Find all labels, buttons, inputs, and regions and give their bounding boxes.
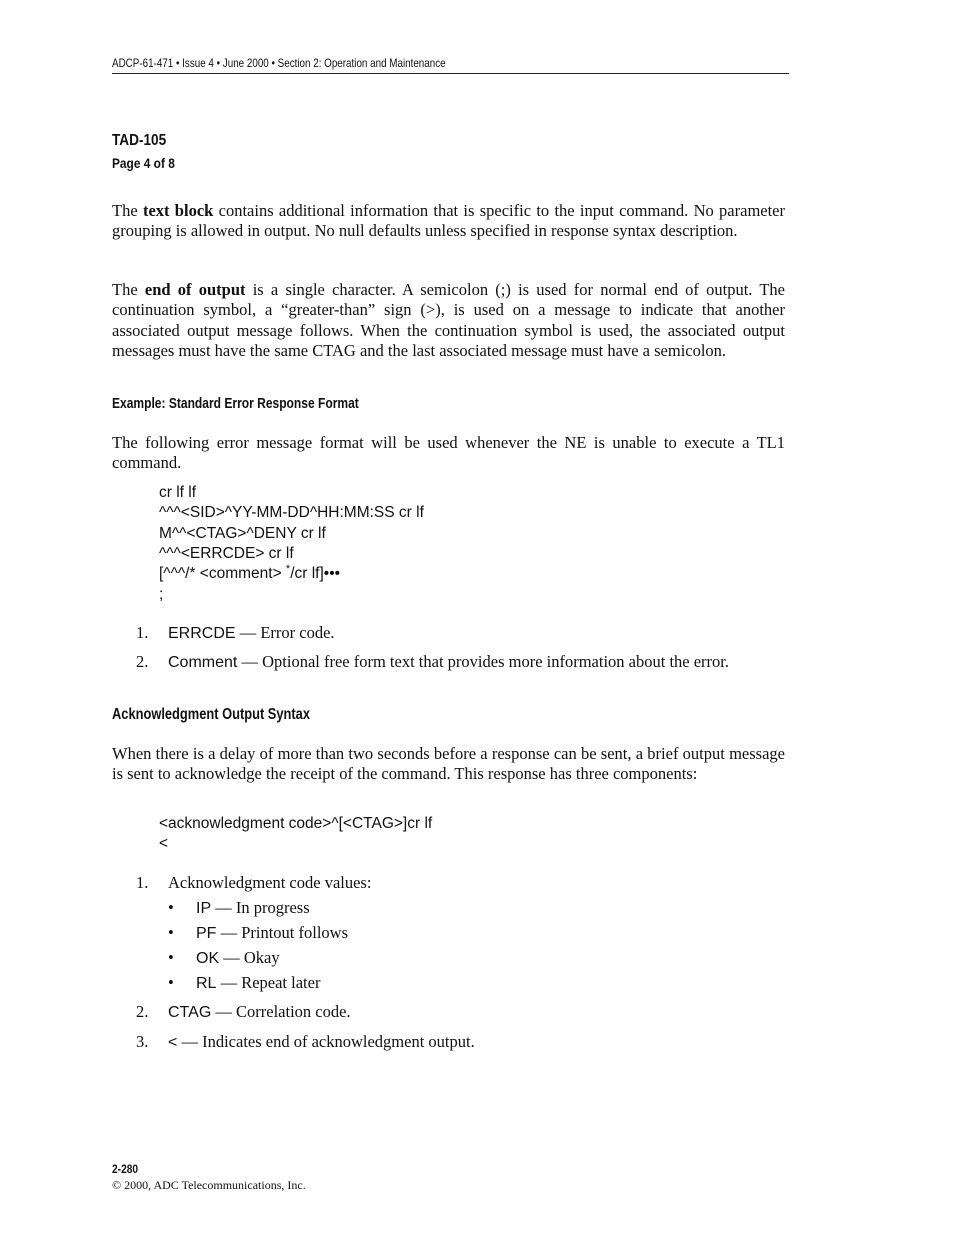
format-text: [^^^/* <comment>	[159, 565, 286, 583]
end-of-output-paragraph	[112, 280, 785, 362]
error-intro-paragraph: The following error message format will be used whenever the NE is unable to execute a TL1 command.	[112, 433, 785, 473]
item-number: 2.	[136, 652, 149, 671]
page-indicator: Page 4 of 8	[112, 155, 175, 171]
running-header: ADCP-61-471 • Issue 4 • June 2000 • Section 2: Operation and Maintenance	[112, 56, 446, 70]
bullet-mark: •	[168, 898, 174, 917]
ack-heading: Acknowledgment Output Syntax	[112, 706, 311, 723]
format-line: ^^^<ERRCDE> cr lf	[159, 544, 294, 562]
footer-page-number: 2-280	[112, 1162, 139, 1176]
code-term: PF	[196, 925, 217, 942]
code-description: — Repeat later	[216, 973, 321, 992]
item-number: 1.	[136, 873, 149, 892]
text-run: The	[112, 201, 143, 220]
code-term: RL	[196, 975, 217, 992]
code-term: IP	[196, 900, 212, 917]
format-line: cr lf lf	[159, 484, 197, 501]
item-description: — Correlation code.	[211, 1002, 351, 1021]
text-run: is a single character. A semicolon (;) is used for normal end of output. The continuation symbol, a “greater-than” sign (>), is used on a message to indicate that another associated output message follows. When the continuation symbol is used, the associated output messages must have the same CTAG and the last associated message must have a semicolon.	[112, 280, 785, 361]
footer-copyright: © 2000, ADC Telecommunications, Inc.	[112, 1178, 306, 1192]
item-description: — Error code.	[235, 623, 335, 642]
ack-intro-paragraph: When there is a delay of more than two seconds before a response can be sent, a brief output message is sent to acknowledge the receipt of the command. This response has three components:	[112, 744, 785, 784]
item-number: 3.	[136, 1032, 149, 1051]
item-number: 2.	[136, 1002, 149, 1021]
item-term: Comment	[168, 654, 238, 671]
code-description: — In progress	[211, 898, 310, 917]
text-run: The	[112, 280, 145, 299]
code-term: OK	[196, 950, 220, 967]
format-line: <acknowledgment code>^[<CTAG>]cr lf	[159, 815, 433, 832]
bullet-mark: •	[168, 923, 174, 942]
document-id: TAD-105	[112, 132, 167, 149]
format-line: M^^<CTAG>^DENY cr lf	[159, 524, 326, 542]
text-block-paragraph	[112, 201, 785, 242]
item-description: — Optional free form text that provides more information about the error.	[237, 652, 730, 671]
superscript-mark: *	[285, 563, 291, 576]
bullet-mark: •	[168, 973, 174, 992]
bullet-mark: •	[168, 948, 174, 967]
format-line: ;	[159, 586, 164, 604]
term-bold: text block	[142, 201, 214, 220]
format-text: /cr lf]•••	[290, 565, 341, 583]
header-rule	[112, 73, 789, 74]
item-description: Acknowledgment code values:	[168, 873, 372, 892]
item-number: 1.	[136, 623, 149, 642]
ack-format-block	[159, 814, 432, 855]
item-term: ERRCDE	[168, 625, 236, 642]
error-format-block	[159, 483, 424, 606]
code-description: — Printout follows	[216, 923, 349, 942]
item-term: CTAG	[168, 1004, 212, 1021]
code-description: — Okay	[219, 948, 280, 967]
item-term: <	[168, 1034, 178, 1051]
term-bold: end of output	[144, 280, 246, 299]
format-line: ^^^<SID>^YY-MM-DD^HH:MM:SS cr lf	[159, 504, 424, 522]
format-line: <	[159, 835, 169, 853]
item-description: — Indicates end of acknowledgment output.	[177, 1032, 475, 1051]
format-line	[159, 564, 424, 585]
example-heading: Example: Standard Error Response Format	[112, 396, 359, 412]
text-run: contains additional information that is specific to the input command. No parameter grouping is allowed in output. No null defaults unless specified in response syntax description.	[112, 201, 786, 241]
